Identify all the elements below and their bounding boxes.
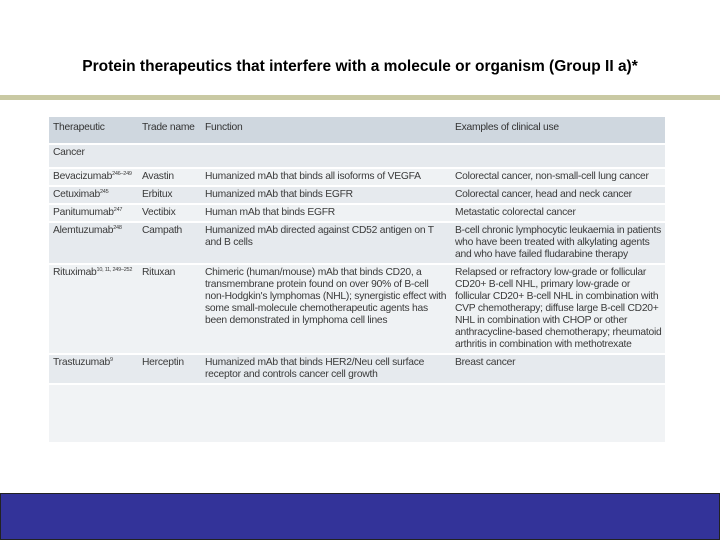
table-row bbox=[49, 354, 665, 384]
cell-trade-name: Rituxan bbox=[138, 264, 201, 354]
cell-function: Human mAb that binds EGFR bbox=[201, 204, 451, 222]
cell-clinical-use: Colorectal cancer, head and neck cancer bbox=[451, 186, 665, 204]
title-divider bbox=[0, 95, 720, 100]
table-header-row bbox=[49, 117, 665, 144]
header-trade-name: Trade name bbox=[138, 117, 201, 144]
section-row bbox=[49, 144, 665, 168]
cell-therapeutic bbox=[49, 168, 138, 186]
cell-therapeutic bbox=[49, 222, 138, 264]
cell-function: Humanized mAb directed against CD52 antigen on T and B cells bbox=[201, 222, 451, 264]
table-row bbox=[49, 168, 665, 186]
cell-therapeutic bbox=[49, 354, 138, 384]
header-clinical-use: Examples of clinical use bbox=[451, 117, 665, 144]
cell-trade-name: Vectibix bbox=[138, 204, 201, 222]
section-label-cancer: Cancer bbox=[49, 144, 665, 168]
cell-clinical-use: Colorectal cancer, non-small-cell lung cancer bbox=[451, 168, 665, 186]
reference-superscript: 9 bbox=[109, 357, 113, 363]
table-row bbox=[49, 204, 665, 222]
cell-therapeutic bbox=[49, 264, 138, 354]
header-function: Function bbox=[201, 117, 451, 144]
table-row bbox=[49, 264, 665, 354]
cell-clinical-use: Relapsed or refractory low-grade or follicular CD20+ B-cell NHL, primary low-grade or follicular CD20+ B-cell NHL in combination with CVP chemotherapy; diffuse large B-cell CD20+ NHL in combination with CHOP or other anthracycline-based chemotherapy; rheumatoid arthritis in combination with methotrexate bbox=[451, 264, 665, 354]
cell-clinical-use: Breast cancer bbox=[451, 354, 665, 384]
cell-therapeutic bbox=[49, 186, 138, 204]
cell-trade-name: Herceptin bbox=[138, 354, 201, 384]
cell-function: Humanized mAb that binds all isoforms of VEGFA bbox=[201, 168, 451, 186]
reference-superscript: 10, 11, 249–252 bbox=[96, 267, 133, 273]
cell-trade-name: Erbitux bbox=[138, 186, 201, 204]
therapeutics-table bbox=[49, 117, 665, 385]
therapeutic-name: Panitumumab bbox=[53, 207, 114, 218]
therapeutic-name: Bevacizumab bbox=[53, 171, 113, 182]
therapeutics-table-image bbox=[49, 117, 665, 442]
cell-therapeutic bbox=[49, 204, 138, 222]
table-row bbox=[49, 222, 665, 264]
cell-function: Humanized mAb that binds HER2/Neu cell surface receptor and controls cancer cell growth bbox=[201, 354, 451, 384]
cell-clinical-use: B-cell chronic lymphocytic leukaemia in patients who have been treated with alkylating agents and who have failed fludarabine therapy bbox=[451, 222, 665, 264]
cell-trade-name: Avastin bbox=[138, 168, 201, 186]
footer-bar bbox=[0, 493, 720, 540]
header-therapeutic: Therapeutic bbox=[49, 117, 138, 144]
cell-clinical-use: Metastatic colorectal cancer bbox=[451, 204, 665, 222]
cell-function: Chimeric (human/mouse) mAb that binds CD20, a transmembrane protein found on over 90% of B-cell non-Hodgkin's lymphomas (NHL); synergistic effect with some small-molecule chemotherapeutic agents has been demonstrated in lymphoma cell lines bbox=[201, 264, 451, 354]
reference-superscript: 248 bbox=[113, 225, 122, 231]
reference-superscript: 245 bbox=[99, 189, 109, 195]
table-row bbox=[49, 186, 665, 204]
cell-function: Humanized mAb that binds EGFR bbox=[201, 186, 451, 204]
reference-superscript: 247 bbox=[113, 207, 123, 213]
reference-superscript: 246–249 bbox=[112, 171, 132, 177]
therapeutic-name: Cetuximab bbox=[53, 189, 100, 200]
therapeutic-name: Trastuzumab bbox=[53, 357, 110, 368]
therapeutic-name: Alemtuzumab bbox=[53, 225, 114, 236]
cell-trade-name: Campath bbox=[138, 222, 201, 264]
slide-title: Protein therapeutics that interfere with a molecule or organism (Group II a)* bbox=[82, 58, 638, 75]
therapeutic-name: Rituximab bbox=[53, 267, 97, 278]
